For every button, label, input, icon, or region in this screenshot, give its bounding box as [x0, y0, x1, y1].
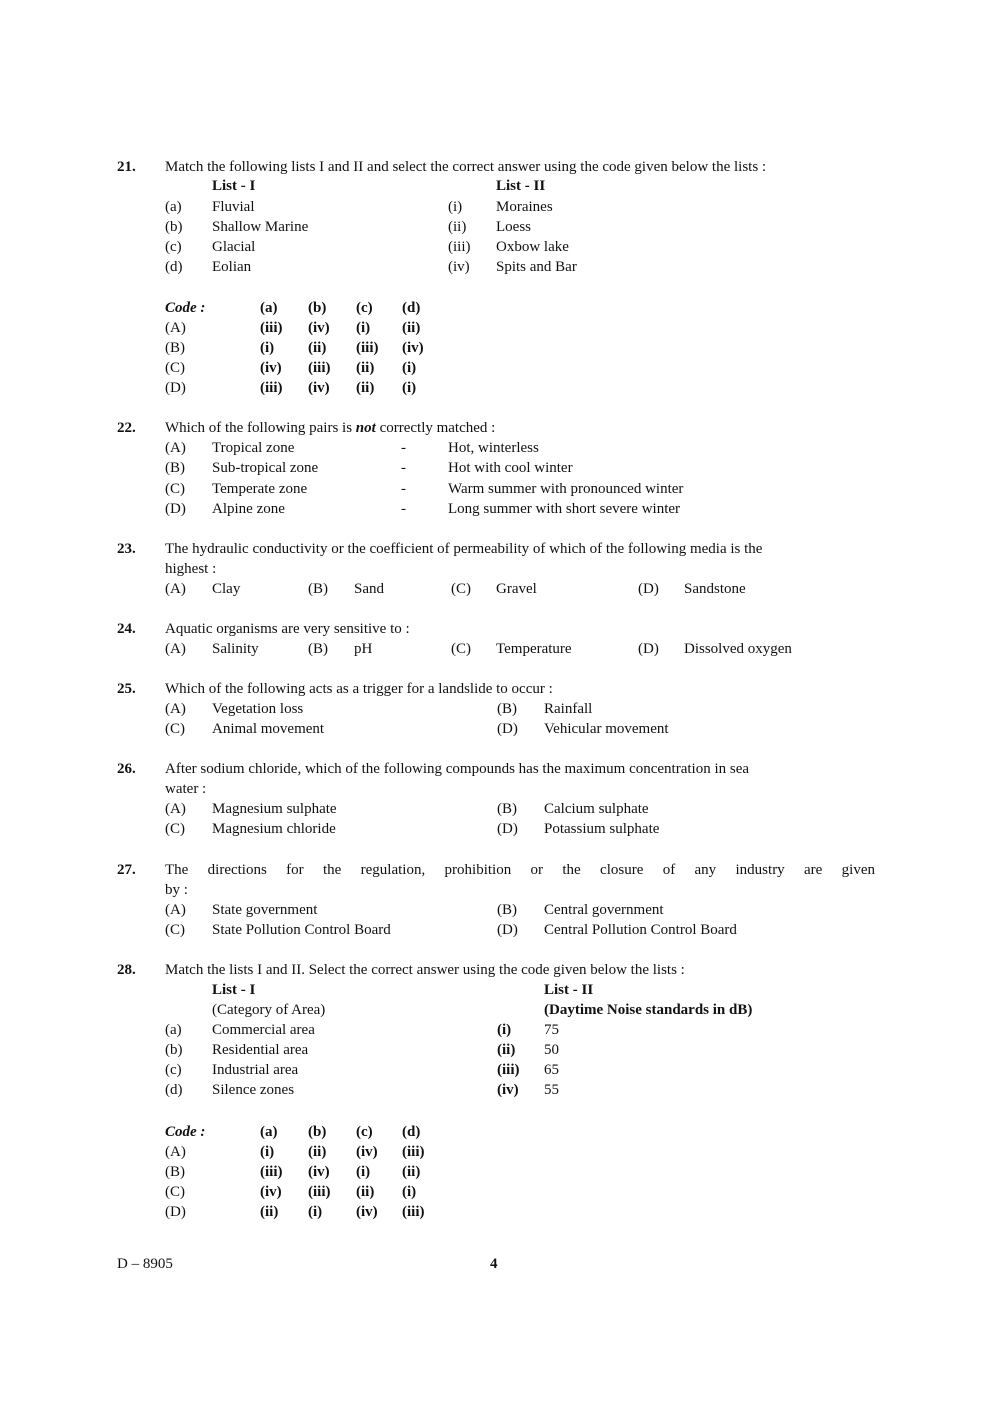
option-text: Sub-tropical zone — [212, 460, 319, 476]
page-number: 4 — [490, 1256, 498, 1272]
option-text: Central Pollution Control Board — [544, 922, 737, 938]
option-text: Central government — [544, 902, 664, 918]
question-text: Which of the following acts as a trigger for a landslide to occur : — [165, 681, 553, 697]
option-marker: (C) — [451, 581, 471, 597]
list-item: 75 — [544, 1022, 559, 1038]
question-text: After sodium chloride, which of the following compounds has the maximum concentration in sea — [165, 761, 750, 777]
option-marker: (B) — [165, 460, 185, 476]
option-marker: (C) — [165, 721, 185, 737]
option-text: Sand — [354, 581, 384, 597]
code-value: (iii) — [402, 1204, 425, 1220]
footer-code: D – 8905 — [117, 1256, 173, 1272]
option-text: State government — [212, 902, 318, 918]
option-marker: (D) — [165, 501, 186, 517]
option-marker: (D) — [497, 821, 518, 837]
list-item: Commercial area — [212, 1022, 315, 1038]
option-text: Potassium sulphate — [544, 821, 660, 837]
code-value: (iii) — [356, 340, 379, 356]
question-number: 25. — [117, 681, 136, 697]
question-text: The hydraulic conductivity or the coefficient of permeability of which of the following media is the — [165, 541, 763, 557]
code-value: (i) — [402, 380, 417, 396]
code-value: (ii) — [356, 380, 375, 396]
option-text: Warm summer with pronounced winter — [448, 481, 684, 497]
question-number: 22. — [117, 420, 136, 436]
list-item: Residential area — [212, 1042, 309, 1058]
code-header: (d) — [402, 300, 421, 316]
list-item: Glacial — [212, 239, 256, 255]
code-option: (B) — [165, 340, 185, 356]
list-marker: (ii) — [497, 1042, 516, 1058]
text-part: correctly matched : — [375, 420, 496, 436]
text-part: Which of the following pairs is — [165, 420, 356, 436]
question-text: Match the following lists I and II and select the correct answer using the code given below the lists : — [165, 159, 767, 175]
list-header: List - II — [496, 178, 546, 194]
question-number: 27. — [117, 862, 136, 878]
list-marker: (d) — [165, 1082, 183, 1098]
code-value: (ii) — [402, 1164, 421, 1180]
list-marker: (c) — [165, 239, 182, 255]
option-marker: (A) — [165, 641, 186, 657]
option-text: Temperate zone — [212, 481, 308, 497]
dash: - — [401, 460, 406, 476]
code-value: (iv) — [356, 1144, 378, 1160]
option-text: Long summer with short severe winter — [448, 501, 681, 517]
code-value: (iv) — [308, 380, 330, 396]
code-option: (A) — [165, 320, 186, 336]
option-marker: (B) — [497, 902, 517, 918]
list-item: 65 — [544, 1062, 559, 1078]
list-item: 50 — [544, 1042, 559, 1058]
option-marker: (B) — [497, 801, 517, 817]
option-text: Calcium sulphate — [544, 801, 649, 817]
code-header: (b) — [308, 300, 327, 316]
code-header: (a) — [260, 1124, 278, 1140]
option-marker: (B) — [497, 701, 517, 717]
code-value: (ii) — [308, 340, 327, 356]
list-marker: (b) — [165, 219, 183, 235]
code-label: Code : — [165, 1124, 206, 1140]
option-text: Hot with cool winter — [448, 460, 573, 476]
option-marker: (A) — [165, 440, 186, 456]
option-marker: (C) — [451, 641, 471, 657]
option-text: Alpine zone — [212, 501, 285, 517]
option-marker: (D) — [497, 922, 518, 938]
code-value: (iv) — [402, 340, 424, 356]
code-value: (i) — [402, 1184, 417, 1200]
list-marker: (i) — [448, 199, 463, 215]
option-text: Animal movement — [212, 721, 325, 737]
code-value: (iii) — [308, 1184, 331, 1200]
code-value: (iv) — [308, 1164, 330, 1180]
option-marker: (C) — [165, 481, 185, 497]
dash: - — [401, 501, 406, 517]
code-value: (i) — [260, 340, 275, 356]
code-value: (i) — [356, 320, 371, 336]
option-marker: (A) — [165, 902, 186, 918]
option-text: Gravel — [496, 581, 537, 597]
code-value: (i) — [356, 1164, 371, 1180]
code-header: (a) — [260, 300, 278, 316]
code-value: (iv) — [308, 320, 330, 336]
code-value: (iii) — [260, 1164, 283, 1180]
code-value: (ii) — [260, 1204, 279, 1220]
option-marker: (A) — [165, 701, 186, 717]
option-marker: (A) — [165, 581, 186, 597]
dash: - — [401, 481, 406, 497]
list-marker: (i) — [497, 1022, 512, 1038]
list-marker: (ii) — [448, 219, 467, 235]
list-item: Eolian — [212, 259, 252, 275]
list-marker: (c) — [165, 1062, 182, 1078]
list-marker: (b) — [165, 1042, 183, 1058]
list-marker: (iii) — [497, 1062, 520, 1078]
code-option: (D) — [165, 1204, 186, 1220]
option-text: Dissolved oxygen — [684, 641, 792, 657]
text-part: not — [355, 420, 376, 436]
option-text: Sandstone — [684, 581, 746, 597]
list-item: Fluvial — [212, 199, 255, 215]
question-text — [165, 419, 495, 437]
option-text: Salinity — [212, 641, 259, 657]
option-marker: (A) — [165, 801, 186, 817]
list-subheader: (Category of Area) — [212, 1002, 326, 1018]
code-value: (iv) — [260, 1184, 282, 1200]
code-header: (b) — [308, 1124, 327, 1140]
list-marker: (iv) — [497, 1082, 519, 1098]
option-text: Hot, winterless — [448, 440, 539, 456]
option-text: Magnesium sulphate — [212, 801, 337, 817]
code-value: (iv) — [260, 360, 282, 376]
option-marker: (D) — [638, 641, 659, 657]
code-header: (d) — [402, 1124, 421, 1140]
list-marker: (d) — [165, 259, 183, 275]
list-marker: (a) — [165, 199, 182, 215]
option-text: Tropical zone — [212, 440, 295, 456]
question-text: water : — [165, 781, 207, 797]
question-text: by : — [165, 882, 188, 898]
code-value: (iii) — [260, 380, 283, 396]
question-text: Match the lists I and II. Select the correct answer using the code given below the lists : — [165, 962, 685, 978]
code-option: (C) — [165, 1184, 185, 1200]
option-text: Rainfall — [544, 701, 593, 717]
code-label: Code : — [165, 300, 206, 316]
option-marker: (C) — [165, 821, 185, 837]
list-header: List - I — [212, 178, 256, 194]
code-value: (iii) — [402, 1144, 425, 1160]
option-text: pH — [354, 641, 373, 657]
code-value: (iii) — [308, 360, 331, 376]
code-value: (i) — [402, 360, 417, 376]
code-option: (C) — [165, 360, 185, 376]
option-text: Magnesium chloride — [212, 821, 336, 837]
code-value: (i) — [260, 1144, 275, 1160]
list-item: Silence zones — [212, 1082, 295, 1098]
question-number: 21. — [117, 159, 136, 175]
list-item: 55 — [544, 1082, 559, 1098]
question-text: The directions for the regulation, prohibition or the closure of any industry are given — [165, 862, 875, 878]
question-number: 26. — [117, 761, 136, 777]
list-marker: (iv) — [448, 259, 470, 275]
code-value: (iii) — [260, 320, 283, 336]
list-item: Loess — [496, 219, 531, 235]
list-marker: (iii) — [448, 239, 471, 255]
question-number: 24. — [117, 621, 136, 637]
option-marker: (D) — [638, 581, 659, 597]
question-text: highest : — [165, 561, 217, 577]
code-header: (c) — [356, 1124, 373, 1140]
code-option: (B) — [165, 1164, 185, 1180]
list-item: Shallow Marine — [212, 219, 309, 235]
list-subheader: (Daytime Noise standards in dB) — [544, 1002, 753, 1018]
code-value: (ii) — [356, 1184, 375, 1200]
list-item: Industrial area — [212, 1062, 299, 1078]
list-header: List - I — [212, 982, 256, 998]
code-value: (ii) — [402, 320, 421, 336]
code-value: (iv) — [356, 1204, 378, 1220]
option-text: State Pollution Control Board — [212, 922, 391, 938]
option-text: Clay — [212, 581, 241, 597]
question-text: Aquatic organisms are very sensitive to : — [165, 621, 410, 637]
option-marker: (B) — [308, 581, 328, 597]
dash: - — [401, 440, 406, 456]
code-value: (ii) — [356, 360, 375, 376]
option-marker: (C) — [165, 922, 185, 938]
option-text: Vehicular movement — [544, 721, 669, 737]
code-value: (i) — [308, 1204, 323, 1220]
list-marker: (a) — [165, 1022, 182, 1038]
option-text: Vegetation loss — [212, 701, 304, 717]
list-header: List - II — [544, 982, 594, 998]
code-option: (A) — [165, 1144, 186, 1160]
list-item: Moraines — [496, 199, 553, 215]
option-text: Temperature — [496, 641, 572, 657]
option-marker: (B) — [308, 641, 328, 657]
code-value: (ii) — [308, 1144, 327, 1160]
question-number: 23. — [117, 541, 136, 557]
option-marker: (D) — [497, 721, 518, 737]
question-number: 28. — [117, 962, 136, 978]
code-option: (D) — [165, 380, 186, 396]
list-item: Spits and Bar — [496, 259, 577, 275]
list-item: Oxbow lake — [496, 239, 569, 255]
code-header: (c) — [356, 300, 373, 316]
